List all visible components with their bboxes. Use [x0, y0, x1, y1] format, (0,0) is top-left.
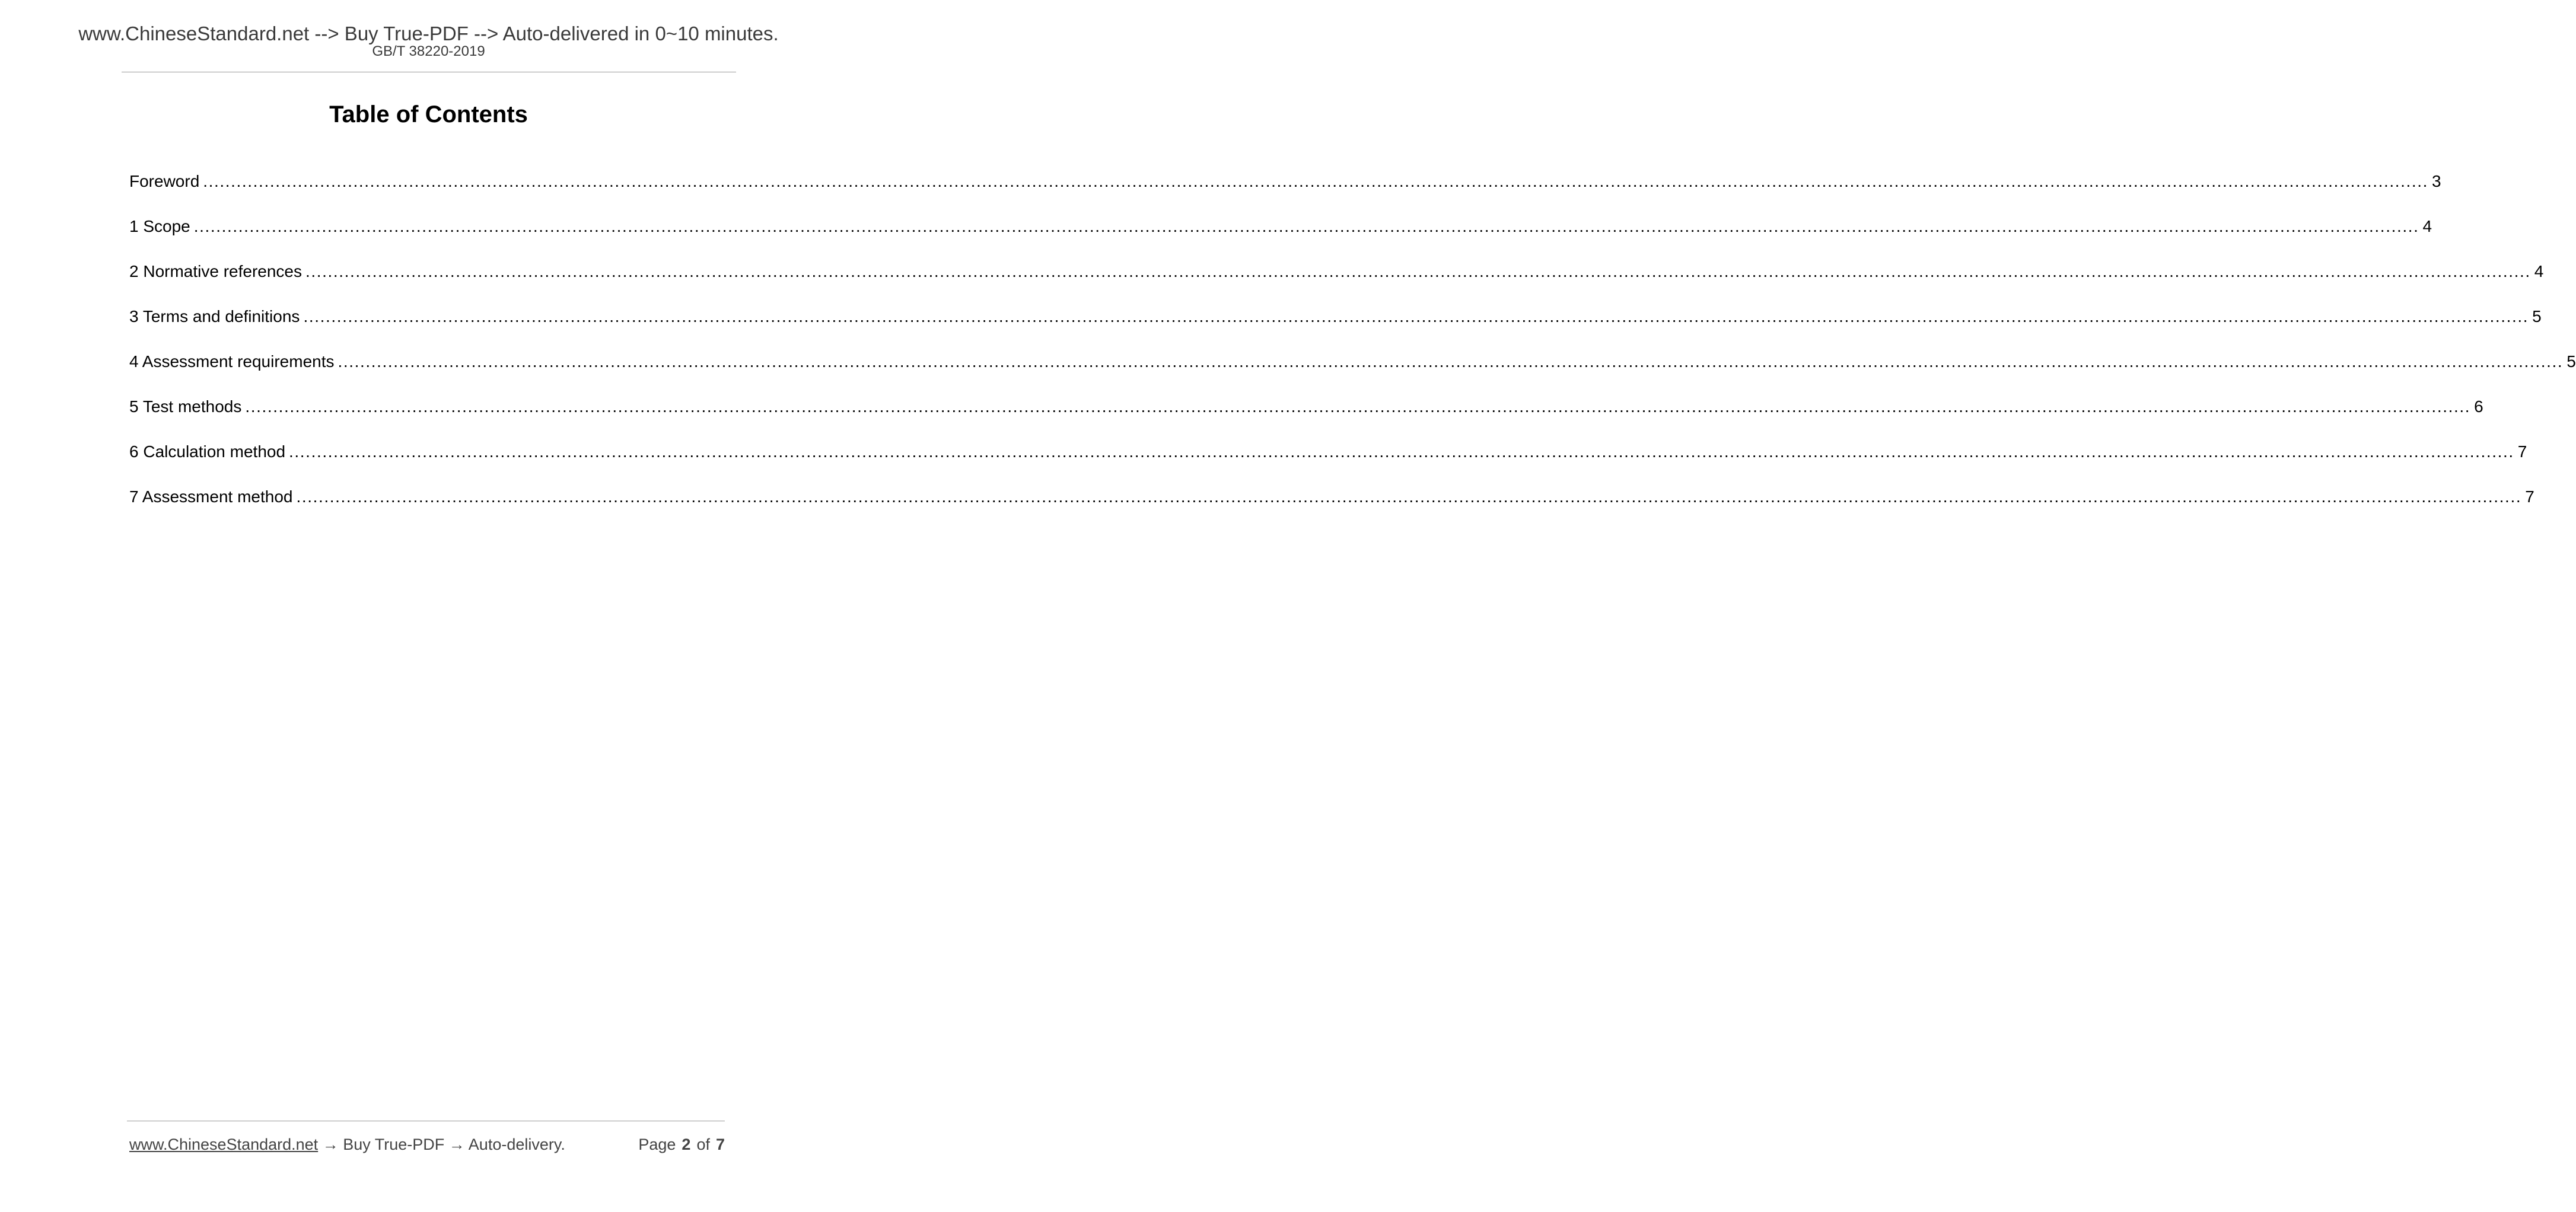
toc-entry-label: 7 Assessment method [129, 487, 293, 506]
toc-entry-label: 2 Normative references [129, 262, 303, 280]
toc-entry-label: 5 Test methods [129, 397, 242, 416]
site-link[interactable]: www.ChineseStandard.net [129, 1136, 319, 1153]
standard-code: GB/T 38220-2019 [372, 43, 485, 59]
toc-entry-label: 4 Assessment requirements [129, 352, 335, 371]
toc-entry-page: 5 [2532, 307, 2542, 326]
dot-leader: ................................................................................................................................................................................................................................................................................................................................................................................................................ [193, 217, 2419, 235]
toc-entry-page: 7 [2517, 442, 2527, 461]
of-word: of [696, 1136, 710, 1153]
toc-entry-scope[interactable] [129, 215, 2432, 260]
arrow-right-icon: → [322, 1136, 339, 1153]
page-number: 2 [682, 1136, 691, 1153]
dot-leader: ................................................................................................................................................................................................................................................................................................................................................................................................................ [203, 172, 2428, 190]
footer-left [129, 1134, 565, 1155]
toc-entry-assessment-method[interactable] [129, 485, 2534, 530]
toc-entry-label: 6 Calculation method [129, 442, 286, 461]
toc-list [129, 170, 2576, 530]
header-banner: www.ChineseStandard.net --> Buy True-PDF --> Auto-delivered in 0~10 minutes. [78, 23, 779, 44]
arrow-right-icon: → [448, 1136, 465, 1153]
toc-entry-foreword[interactable] [129, 170, 2441, 215]
page-indicator [638, 1134, 725, 1155]
page-footer [129, 1134, 725, 1155]
toc-entry-page: 6 [2474, 397, 2483, 416]
toc-entry-page: 3 [2431, 172, 2441, 190]
dot-leader: ................................................................................................................................................................................................................................................................................................................................................................................................................ [289, 442, 2514, 461]
page-title: Table of Contents [329, 101, 528, 127]
dot-leader: ................................................................................................................................................................................................................................................................................................................................................................................................................ [337, 352, 2564, 371]
toc-entry-normative-references[interactable] [129, 260, 2544, 305]
toc-entry-page: 7 [2525, 487, 2534, 506]
toc-entry-page: 5 [2567, 352, 2576, 371]
toc-entry-calculation-method[interactable] [129, 440, 2527, 485]
toc-entry-terms-and-definitions[interactable] [129, 305, 2542, 350]
toc-entry-assessment-requirements[interactable] [129, 350, 2576, 395]
toc-entry-page: 4 [2534, 262, 2544, 280]
toc-entry-label: Foreword [129, 172, 200, 190]
dot-leader: ................................................................................................................................................................................................................................................................................................................................................................................................................ [296, 487, 2522, 506]
dot-leader: ................................................................................................................................................................................................................................................................................................................................................................................................................ [305, 262, 2531, 280]
dot-leader: ................................................................................................................................................................................................................................................................................................................................................................................................................ [245, 397, 2471, 416]
toc-entry-page: 4 [2422, 217, 2432, 235]
toc-entry-label: 3 Terms and definitions [129, 307, 300, 326]
delivery-text: Auto-delivery. [468, 1136, 565, 1153]
toc-entry-label: 1 Scope [129, 217, 190, 235]
page-total: 7 [715, 1136, 725, 1153]
dot-leader: ................................................................................................................................................................................................................................................................................................................................................................................................................ [303, 307, 2529, 326]
toc-entry-test-methods[interactable] [129, 395, 2483, 440]
buy-text: Buy True-PDF [343, 1136, 445, 1153]
page-word: Page [638, 1136, 676, 1153]
